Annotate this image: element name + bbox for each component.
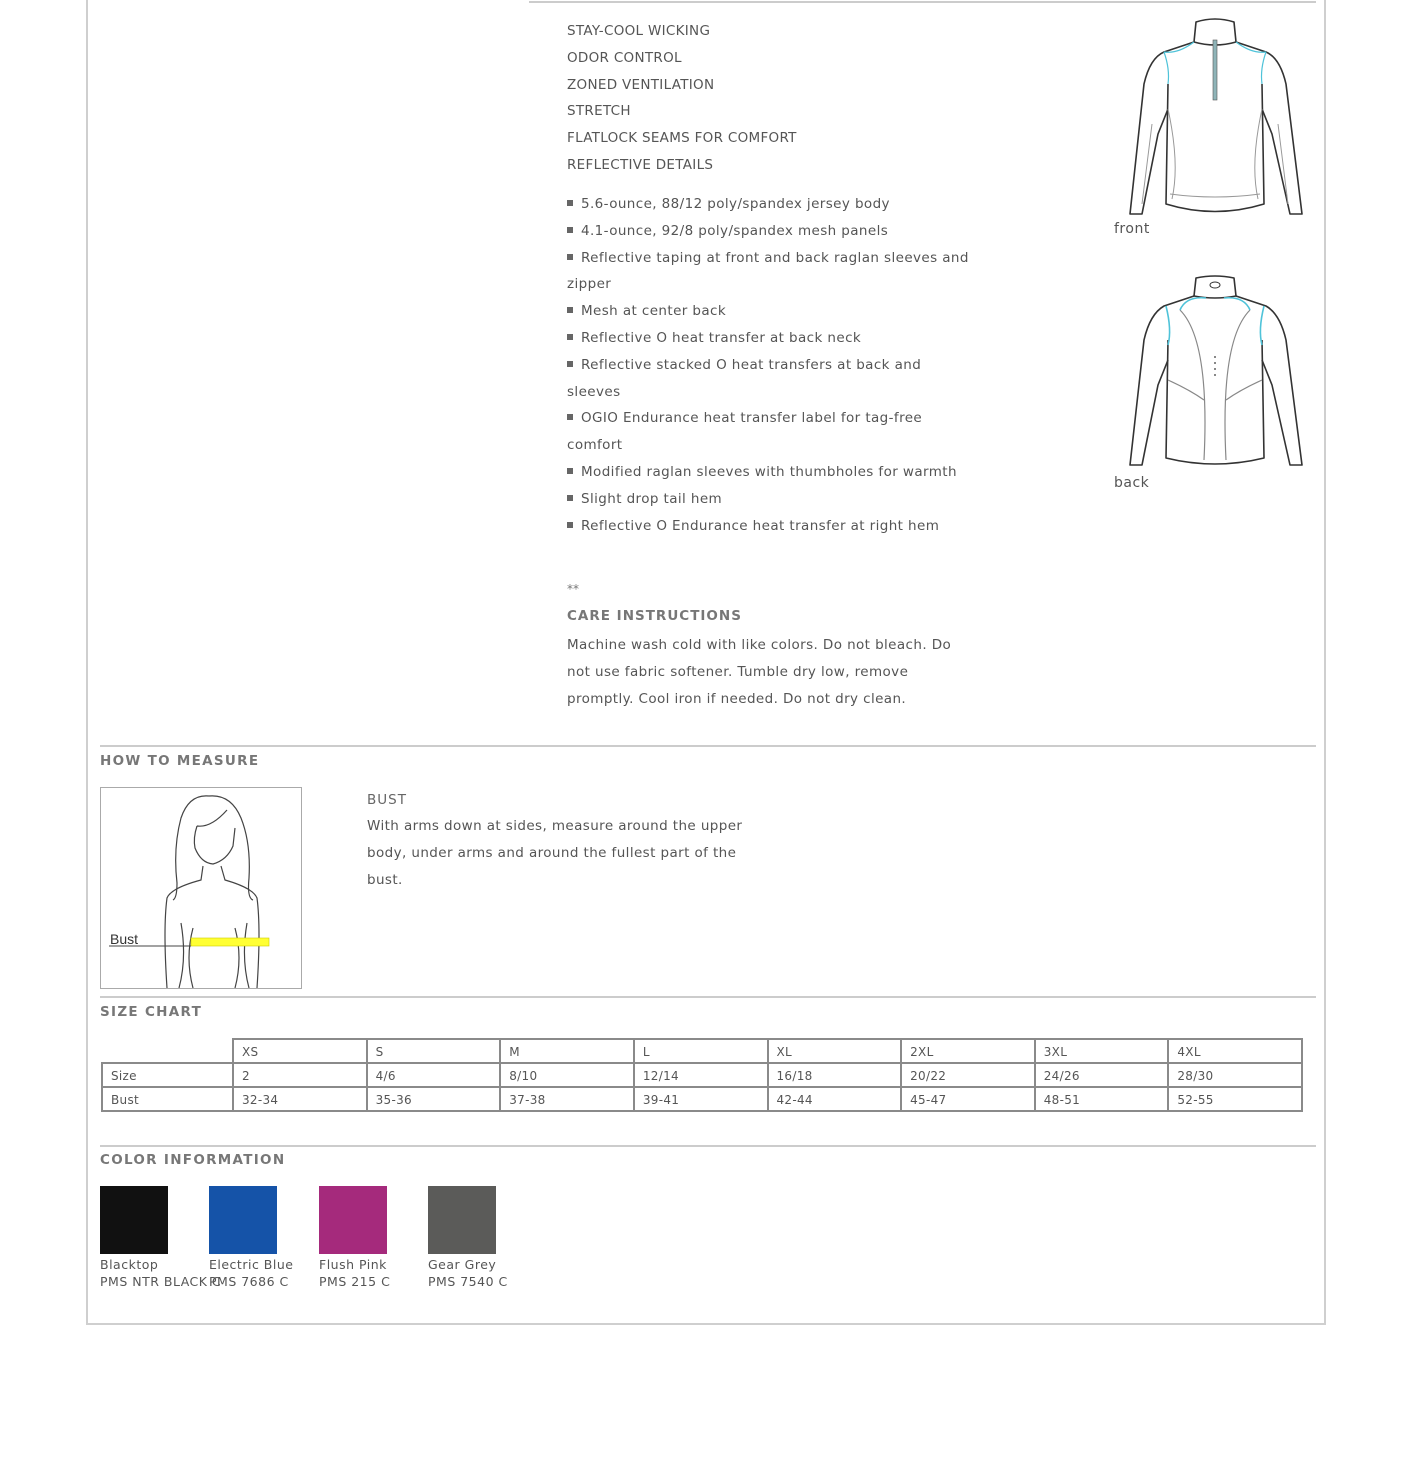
feature-item: FLATLOCK SEAMS FOR COMFORT (567, 130, 797, 147)
table-cell: 37-38 (500, 1087, 634, 1111)
spec-bullet-text: 5.6-ounce, 88/12 poly/spandex jersey body (581, 196, 890, 212)
table-cell: 20/22 (901, 1063, 1035, 1087)
table-cell: 28/30 (1168, 1063, 1302, 1087)
table-corner-cell (102, 1039, 233, 1063)
row-label: Bust (102, 1087, 233, 1111)
table-row (102, 1087, 1302, 1111)
size-column-header: 4XL (1168, 1039, 1302, 1063)
bust-measure-title: BUST (367, 792, 407, 808)
size-column-header: S (367, 1039, 501, 1063)
spec-bullet-text: OGIO Endurance heat transfer label for tag-free comfort (567, 410, 923, 454)
feature-item: ZONED VENTILATION (567, 76, 715, 93)
spec-bullet (567, 513, 972, 540)
care-instructions-title: CARE INSTRUCTIONS (567, 608, 742, 624)
spec-bullet-text: Modified raglan sleeves with thumbholes for warmth (581, 463, 957, 480)
spec-bullet (567, 218, 972, 245)
bust-measure-diagram (100, 787, 302, 989)
table-cell: 45-47 (901, 1087, 1035, 1111)
spec-bullet-text: Reflective taping at front and back raglan sleeves and zipper (567, 249, 969, 293)
diagram-bust-label: Bust (110, 931, 139, 947)
square-bullet-icon (567, 227, 573, 233)
bust-measure-text: With arms down at sides, measure around the upper body, under arms and around the fullest part of the bust. (367, 818, 743, 888)
logo-icon (1210, 282, 1220, 288)
spec-bullet (567, 245, 972, 299)
spec-bullet-text: Slight drop tail hem (581, 490, 723, 507)
square-bullet-icon (567, 468, 573, 474)
color-name: Gear Grey (428, 1257, 497, 1272)
square-bullet-icon (567, 307, 573, 313)
size-column-header: XL (768, 1039, 902, 1063)
spec-bullet-text: Reflective O Endurance heat transfer at right hem (581, 517, 940, 534)
square-bullet-icon (567, 522, 573, 528)
size-column-header: M (500, 1039, 634, 1063)
bust-highlight (191, 938, 269, 946)
spec-bullet-text: Reflective O heat transfer at back neck (581, 329, 862, 346)
color-pms: PMS 7686 C (209, 1274, 289, 1289)
color-pms: PMS 215 C (319, 1274, 391, 1289)
table-cell: 2 (233, 1063, 367, 1087)
size-column-header: XS (233, 1039, 367, 1063)
feature-list (567, 18, 797, 179)
color-swatch-blacktop (100, 1186, 168, 1254)
square-bullet-icon (567, 334, 573, 340)
body-outline-illustration (101, 788, 301, 988)
separator-stars: ** (567, 582, 579, 596)
section-divider (100, 745, 1316, 747)
table-cell: 48-51 (1035, 1087, 1169, 1111)
feature-item: STAY-COOL WICKING (567, 23, 711, 39)
row-label: Size (102, 1063, 233, 1087)
color-pms: PMS NTR BLACK C (100, 1274, 222, 1289)
care-instructions-text: Machine wash cold with like colors. Do not bleach. Do not use fabric softener. Tumble dry low, remove promptly. Cool iron if needed. Do not dry clean. (567, 637, 952, 707)
front-view-label: front (1114, 221, 1150, 237)
square-bullet-icon (567, 254, 573, 260)
feature-item: REFLECTIVE DETAILS (567, 156, 714, 173)
size-column-header: L (634, 1039, 768, 1063)
spec-bullet (567, 298, 972, 325)
table-cell: 39-41 (634, 1087, 768, 1111)
table-cell: 12/14 (634, 1063, 768, 1087)
color-swatch-gear-grey (428, 1186, 496, 1254)
spec-bullet (567, 352, 972, 406)
table-cell: 8/10 (500, 1063, 634, 1087)
table-row (102, 1063, 1302, 1087)
section-divider (100, 996, 1316, 998)
table-cell: 52-55 (1168, 1087, 1302, 1111)
size-chart-header-row (102, 1039, 1302, 1063)
jacket-back-illustration (1120, 270, 1310, 470)
spec-bullet-text: 4.1-ounce, 92/8 poly/spandex mesh panels (581, 222, 889, 239)
table-cell: 24/26 (1035, 1063, 1169, 1087)
spec-bullet (567, 486, 972, 513)
feature-item: STRETCH (567, 103, 631, 120)
color-name: Blacktop (100, 1257, 159, 1272)
section-divider (100, 1145, 1316, 1147)
color-name: Electric Blue (209, 1257, 294, 1272)
square-bullet-icon (567, 361, 573, 367)
square-bullet-icon (567, 200, 573, 206)
table-cell: 32-34 (233, 1087, 367, 1111)
size-chart-table (101, 1038, 1303, 1112)
feature-item: ODOR CONTROL (567, 49, 682, 66)
spec-bullet (567, 405, 972, 459)
color-information-title: COLOR INFORMATION (100, 1152, 286, 1168)
spec-bullet (567, 191, 972, 218)
size-chart-title: SIZE CHART (100, 1004, 203, 1020)
square-bullet-icon (567, 495, 573, 501)
how-to-measure-title: HOW TO MEASURE (100, 753, 260, 769)
table-cell: 42-44 (768, 1087, 902, 1111)
color-pms: PMS 7540 C (428, 1274, 508, 1289)
spec-bullet (567, 459, 972, 486)
top-divider (529, 1, 1316, 3)
spec-bullet-list (567, 191, 972, 539)
color-swatch-flush-pink (319, 1186, 387, 1254)
table-cell: 4/6 (367, 1063, 501, 1087)
color-swatch-electric-blue (209, 1186, 277, 1254)
square-bullet-icon (567, 414, 573, 420)
color-name: Flush Pink (319, 1257, 387, 1272)
size-column-header: 2XL (901, 1039, 1035, 1063)
spec-bullet-text: Mesh at center back (581, 303, 727, 320)
spec-bullet (567, 325, 972, 352)
table-cell: 35-36 (367, 1087, 501, 1111)
size-column-header: 3XL (1035, 1039, 1169, 1063)
table-cell: 16/18 (768, 1063, 902, 1087)
spec-bullet-text: Reflective stacked O heat transfers at back and sleeves (567, 356, 922, 400)
back-view-label: back (1114, 475, 1150, 491)
jacket-front-illustration (1120, 14, 1310, 219)
